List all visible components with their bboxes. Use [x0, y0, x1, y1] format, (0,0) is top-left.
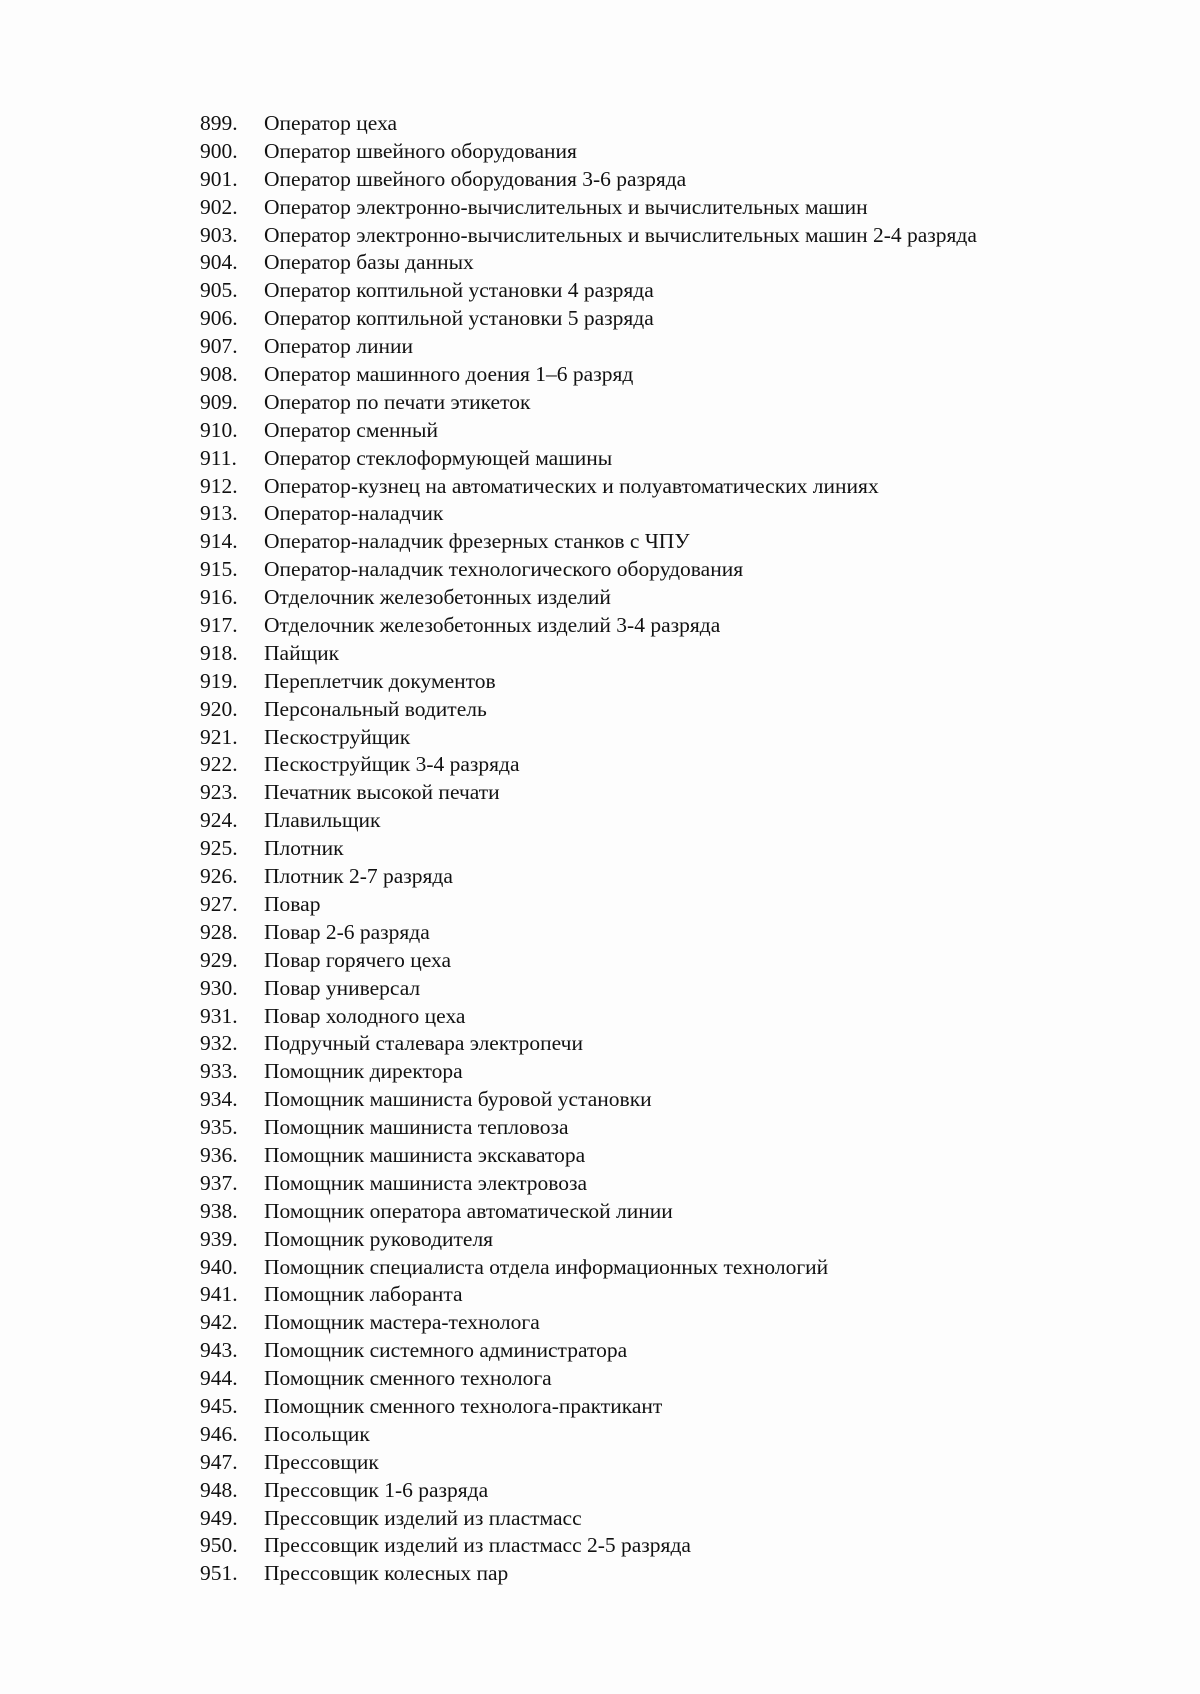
list-item: [200, 361, 1160, 389]
list-item: [200, 1421, 1160, 1449]
item-number: 912.: [200, 473, 238, 498]
list-item: [200, 249, 1160, 277]
item-number: 907.: [200, 334, 238, 359]
list-item: [200, 696, 1160, 724]
item-text: Помощник сменного технолога-практикант: [264, 1393, 663, 1418]
list-item: [200, 1003, 1160, 1031]
item-text: Помощник системного администратора: [264, 1338, 628, 1363]
item-text: Повар горячего цеха: [264, 947, 452, 972]
item-number: 928.: [200, 919, 238, 944]
item-number: 908.: [200, 362, 238, 387]
item-number: 938.: [200, 1198, 238, 1223]
item-number: 917.: [200, 613, 238, 638]
item-text: Прессовщик: [264, 1449, 379, 1474]
item-number: 927.: [200, 891, 238, 916]
item-number: 931.: [200, 1003, 238, 1028]
list-item: [200, 724, 1160, 752]
item-text: Плавильщик: [264, 808, 381, 833]
list-item: [200, 1505, 1160, 1533]
item-number: 941.: [200, 1282, 238, 1307]
item-text: Помощник лаборанта: [264, 1282, 463, 1307]
item-number: 921.: [200, 724, 238, 749]
item-text: Помощник машиниста экскаватора: [264, 1142, 586, 1167]
item-number: 951.: [200, 1561, 238, 1586]
item-text: Персональный водитель: [264, 696, 487, 721]
item-text: Оператор электронно-вычислительных и вычислительных машин: [264, 194, 868, 219]
list-item: [200, 110, 1160, 138]
list-item: [200, 1477, 1160, 1505]
item-number: 926.: [200, 864, 238, 889]
item-text: Прессовщик колесных пар: [264, 1561, 509, 1586]
item-number: 940.: [200, 1254, 238, 1279]
item-text: Оператор-наладчик фрезерных станков с ЧПУ: [264, 529, 690, 554]
list-item: [200, 1393, 1160, 1421]
item-text: Печатник высокой печати: [264, 780, 500, 805]
item-number: 906.: [200, 306, 238, 331]
list-item: [200, 333, 1160, 361]
list-item: [200, 500, 1160, 528]
item-text: Оператор электронно-вычислительных и вычислительных машин 2-4 разряда: [264, 222, 977, 247]
list-item: [200, 1142, 1160, 1170]
item-number: 942.: [200, 1310, 238, 1335]
list-item: [200, 277, 1160, 305]
item-text: Повар холодного цеха: [264, 1003, 466, 1028]
list-item: [200, 1560, 1160, 1588]
item-text: Помощник директора: [264, 1059, 463, 1084]
profession-list: [200, 110, 1160, 1588]
list-item: [200, 556, 1160, 584]
item-text: Оператор-наладчик технологического оборудования: [264, 557, 744, 582]
item-number: 950.: [200, 1533, 238, 1558]
item-text: Пескоструйщик: [264, 724, 411, 749]
item-text: Прессовщик 1-6 разряда: [264, 1477, 489, 1502]
item-text: Оператор машинного доения 1–6 разряд: [264, 362, 634, 387]
item-text: Помощник оператора автоматической линии: [264, 1198, 673, 1223]
list-item: [200, 891, 1160, 919]
item-number: 947.: [200, 1449, 238, 1474]
item-text: Помощник руководителя: [264, 1226, 494, 1251]
list-item: [200, 445, 1160, 473]
item-number: 909.: [200, 389, 238, 414]
item-number: 946.: [200, 1421, 238, 1446]
item-number: 949.: [200, 1505, 238, 1530]
list-item: [200, 863, 1160, 891]
list-item: [200, 975, 1160, 1003]
item-text: Отделочник железобетонных изделий 3-4 разряда: [264, 613, 721, 638]
list-item: [200, 389, 1160, 417]
item-text: Оператор линии: [264, 334, 414, 359]
item-number: 911.: [200, 445, 237, 470]
list-item: [200, 779, 1160, 807]
list-item: [200, 947, 1160, 975]
item-text: Повар универсал: [264, 975, 421, 1000]
item-text: Оператор-наладчик: [264, 501, 444, 526]
item-number: 910.: [200, 417, 238, 442]
item-number: 948.: [200, 1477, 238, 1502]
list-item: [200, 612, 1160, 640]
item-text: Помощник машиниста буровой установки: [264, 1087, 652, 1112]
list-item: [200, 919, 1160, 947]
item-text: Помощник машиниста тепловоза: [264, 1115, 569, 1140]
item-number: 903.: [200, 222, 238, 247]
list-item: [200, 1086, 1160, 1114]
item-text: Оператор швейного оборудования: [264, 138, 577, 163]
item-number: 929.: [200, 947, 238, 972]
item-number: 923.: [200, 780, 238, 805]
item-number: 918.: [200, 640, 238, 665]
item-text: Помощник мастера-технолога: [264, 1310, 540, 1335]
item-number: 944.: [200, 1366, 238, 1391]
item-number: 904.: [200, 250, 238, 275]
item-number: 920.: [200, 696, 238, 721]
item-text: Повар 2-6 разряда: [264, 919, 430, 944]
item-text: Оператор базы данных: [264, 250, 474, 275]
list-item: [200, 1449, 1160, 1477]
list-item: [200, 584, 1160, 612]
list-item: [200, 1170, 1160, 1198]
item-number: 937.: [200, 1170, 238, 1195]
list-item: [200, 1337, 1160, 1365]
item-number: 943.: [200, 1338, 238, 1363]
item-text: Плотник 2-7 разряда: [264, 864, 453, 889]
item-text: Помощник машиниста электровоза: [264, 1170, 588, 1195]
list-item: [200, 473, 1160, 501]
list-item: [200, 751, 1160, 779]
item-number: 899.: [200, 111, 238, 135]
list-item: [200, 138, 1160, 166]
item-text: Оператор швейного оборудования 3-6 разряда: [264, 166, 687, 191]
list-item: [200, 668, 1160, 696]
list-item: [200, 640, 1160, 668]
list-item: [200, 528, 1160, 556]
item-number: 934.: [200, 1087, 238, 1112]
item-number: 913.: [200, 501, 238, 526]
item-text: Пайщик: [264, 640, 340, 665]
item-number: 925.: [200, 836, 238, 861]
list-item: [200, 1058, 1160, 1086]
item-text: Оператор коптильной установки 5 разряда: [264, 306, 654, 331]
item-number: 905.: [200, 278, 238, 303]
item-text: Оператор-кузнец на автоматических и полуавтоматических линиях: [264, 473, 879, 498]
item-text: Оператор цеха: [264, 111, 398, 135]
item-number: 914.: [200, 529, 238, 554]
item-number: 919.: [200, 668, 238, 693]
item-number: 936.: [200, 1142, 238, 1167]
list-item: [200, 166, 1160, 194]
item-number: 932.: [200, 1031, 238, 1056]
item-number: 945.: [200, 1393, 238, 1418]
item-text: Повар: [264, 891, 321, 916]
item-number: 916.: [200, 585, 238, 610]
list-item: [200, 807, 1160, 835]
list-item: [200, 1365, 1160, 1393]
list-item: [200, 1254, 1160, 1282]
item-number: 922.: [200, 752, 238, 777]
item-text: Помощник сменного технолога: [264, 1366, 552, 1391]
list-item: [200, 194, 1160, 222]
item-number: 935.: [200, 1115, 238, 1140]
item-text: Помощник специалиста отдела информационных технологий: [264, 1254, 829, 1279]
item-text: Отделочник железобетонных изделий: [264, 585, 611, 610]
item-text: Переплетчик документов: [264, 668, 496, 693]
item-text: Пескоструйщик 3-4 разряда: [264, 752, 520, 777]
list-item: [200, 1114, 1160, 1142]
list-item: [200, 1309, 1160, 1337]
item-text: Оператор коптильной установки 4 разряда: [264, 278, 654, 303]
item-number: 901.: [200, 166, 238, 191]
item-number: 939.: [200, 1226, 238, 1251]
list-item: [200, 417, 1160, 445]
list-item: [200, 1226, 1160, 1254]
item-text: Оператор по печати этикеток: [264, 389, 531, 414]
list-item: [200, 1532, 1160, 1560]
item-number: 930.: [200, 975, 238, 1000]
list-item: [200, 305, 1160, 333]
item-number: 933.: [200, 1059, 238, 1084]
list-item: [200, 835, 1160, 863]
list-item: [200, 222, 1160, 250]
item-text: Плотник: [264, 836, 344, 861]
item-number: 924.: [200, 808, 238, 833]
item-number: 915.: [200, 557, 238, 582]
item-text: Подручный сталевара электропечи: [264, 1031, 584, 1056]
list-item: [200, 1198, 1160, 1226]
item-text: Посольщик: [264, 1421, 370, 1446]
item-text: Оператор стеклоформующей машины: [264, 445, 613, 470]
item-number: 900.: [200, 138, 238, 163]
item-number: 902.: [200, 194, 238, 219]
list-item: [200, 1281, 1160, 1309]
item-text: Прессовщик изделий из пластмасс: [264, 1505, 582, 1530]
item-text: Прессовщик изделий из пластмасс 2-5 разряда: [264, 1533, 691, 1558]
item-text: Оператор сменный: [264, 417, 438, 442]
list-item: [200, 1030, 1160, 1058]
